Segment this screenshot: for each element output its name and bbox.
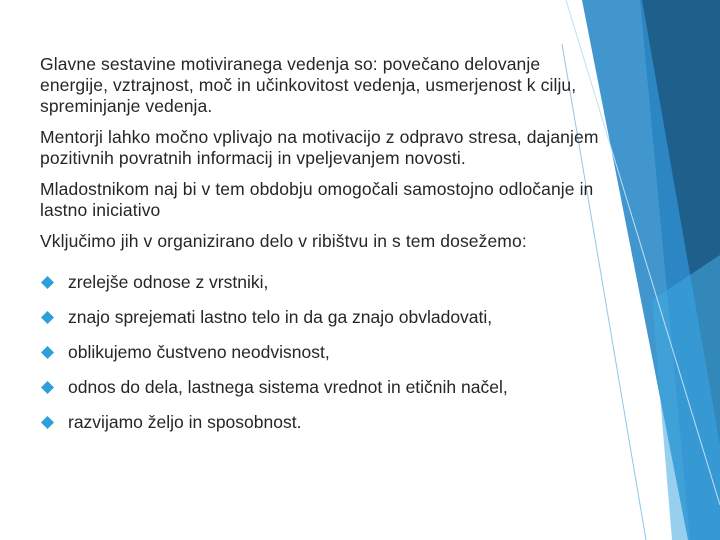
paragraph-adolescent-independence: Mladostnikom naj bi v tem obdobju omogočali samostojno odločanje in lastno iniciativo [40,179,594,220]
list-item [40,272,600,293]
diamond-icon [41,346,54,359]
bullet-text: oblikujemo čustveno neodvisnost, [68,342,330,362]
list-item [40,307,600,328]
paragraph-mentors-influence: Mentorji lahko močno vplivajo na motivacijo z odpravo stresa, dajanjem pozitivnih povratnih informacij in vpeljevanjem novosti. [40,127,599,168]
paragraph-motivation-components: Glavne sestavine motiviranega vedenja so: povečano delovanje energije, vztrajnost, moč in učinkovitost vedenja, usmerjenost k cilju, spreminjanje vedenja. [40,54,577,116]
right-accent-panel-light [652,255,720,540]
outcomes-bullet-list [40,272,600,433]
bullet-text: razvijamo željo in sposobnost. [68,412,302,432]
list-item [40,412,600,433]
list-item [40,342,600,363]
diamond-icon [41,311,54,324]
bullet-text: odnos do dela, lastnega sistema vrednot in etičnih načel, [68,377,508,397]
diamond-icon [41,381,54,394]
paragraph-organized-work-intro: Vključimo jih v organizirano delo v ribištvu in s tem dosežemo: [40,231,527,251]
diamond-icon [41,276,54,289]
list-item [40,377,600,398]
diamond-icon [41,416,54,429]
bullet-text: zrelejše odnose z vrstniki, [68,272,269,292]
slide-content [40,54,600,447]
bullet-text: znajo sprejemati lastno telo in da ga znajo obvladovati, [68,307,493,327]
